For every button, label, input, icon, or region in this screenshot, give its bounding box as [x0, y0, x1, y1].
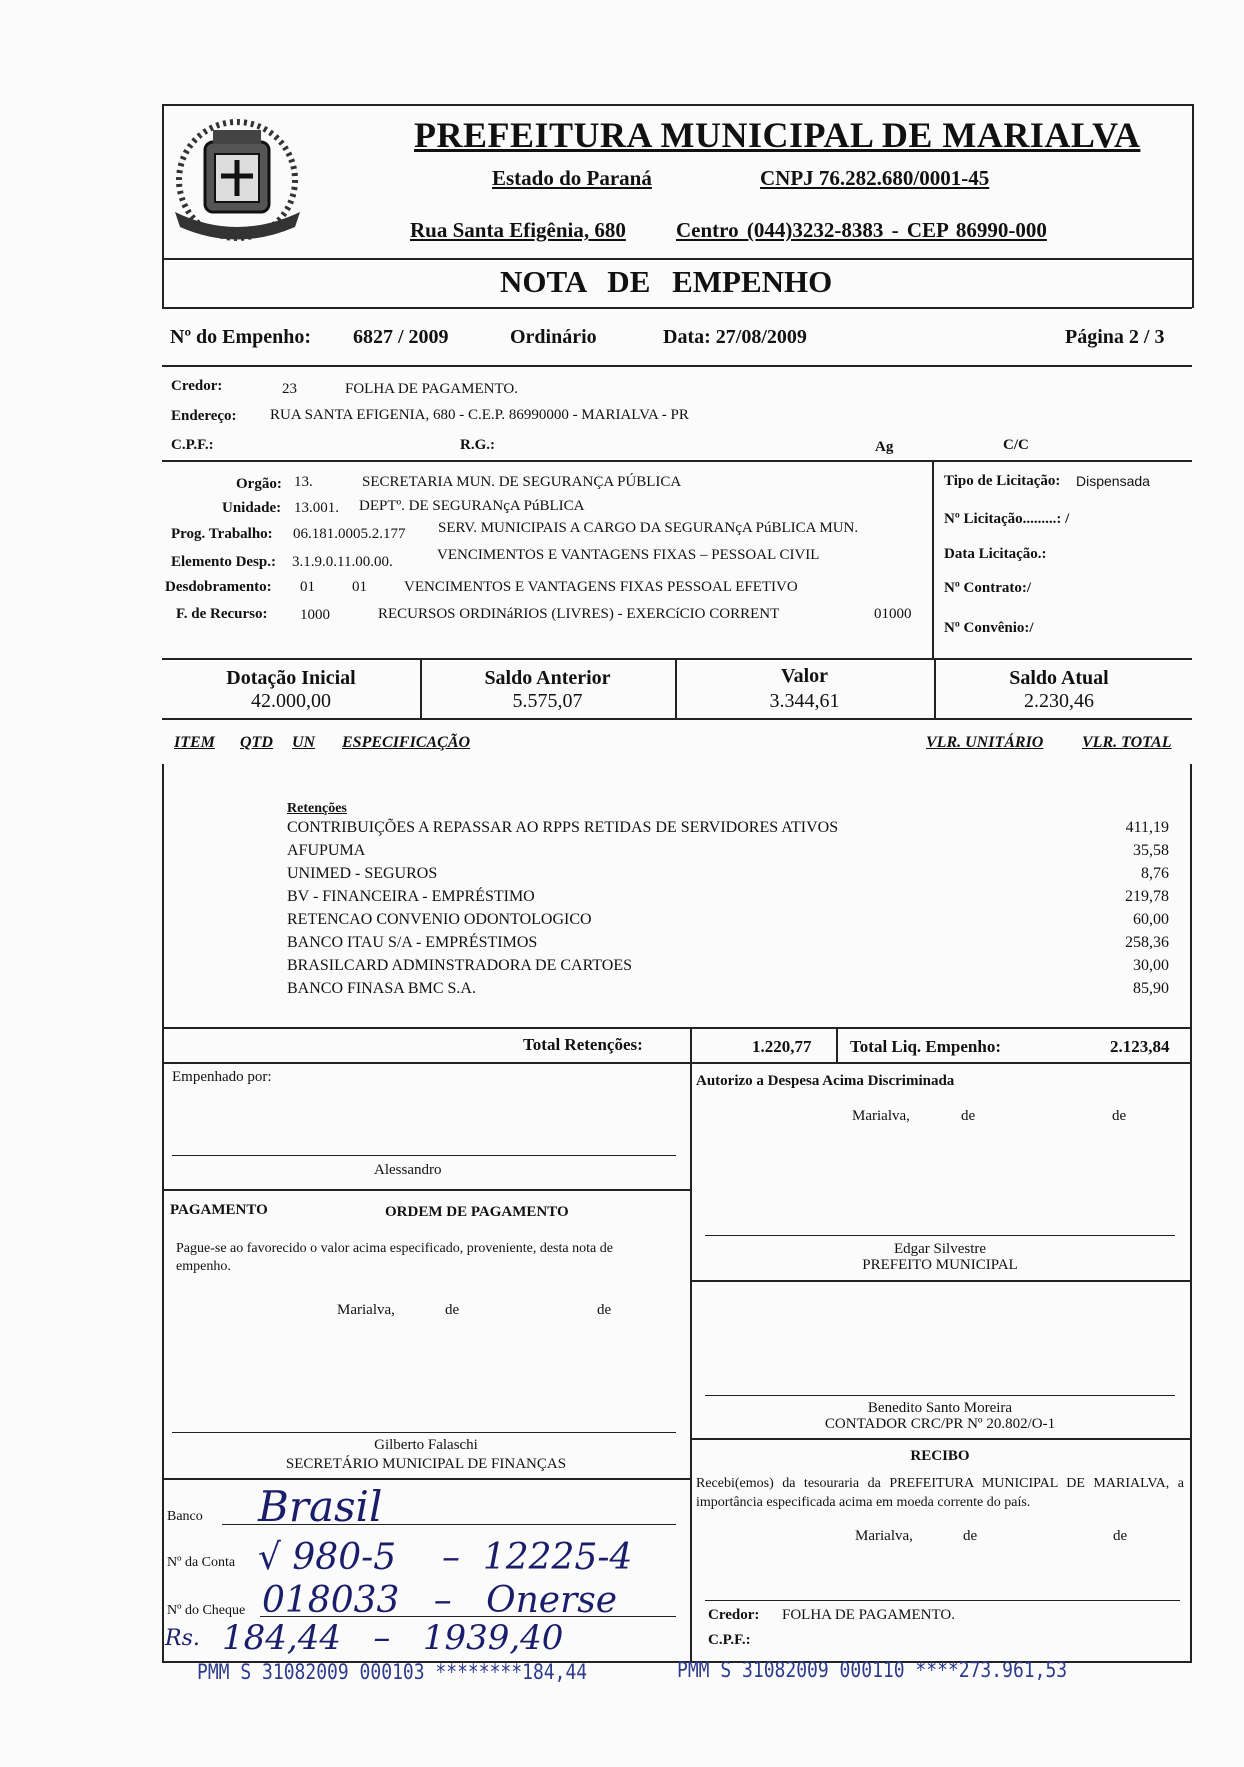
- recibo-city: Marialva,: [855, 1528, 913, 1544]
- elemento-name: VENCIMENTOS E VANTAGENS FIXAS – PESSOAL CIVIL: [437, 547, 820, 563]
- prefeito-name: Edgar Silvestre: [893, 1241, 987, 1257]
- recurso-label: F. de Recurso:: [176, 606, 268, 622]
- secretario-title: SECRETÁRIO MUNICIPAL DE FINANÇAS: [285, 1456, 567, 1472]
- recibo-de-2: de: [1113, 1528, 1128, 1544]
- ag-label: Ag: [875, 439, 894, 455]
- handwritten-prefix: Rs.: [165, 1626, 200, 1651]
- autorizo-city: Marialva,: [852, 1108, 910, 1124]
- handwritten-banco: Brasil: [258, 1482, 383, 1531]
- retencao-value: 258,36: [1125, 934, 1169, 951]
- endereco-label: Endereço:: [171, 408, 237, 424]
- empenhado-label: Empenhado por:: [172, 1069, 272, 1085]
- dotacao-label: Dotação Inicial: [226, 667, 356, 689]
- recurso-code-2: 01000: [874, 606, 912, 622]
- credor-name: FOLHA DE PAGAMENTO.: [345, 381, 518, 397]
- col-vlr-unitario: VLR. UNITÁRIO: [926, 734, 1044, 751]
- autorizo-de-1: de: [961, 1108, 976, 1124]
- data-licitacao: Data Licitação.:: [944, 546, 1047, 562]
- handwritten-cheque: 018033 – Onerse: [262, 1580, 618, 1621]
- retencao-value: 35,58: [1133, 842, 1169, 859]
- numero-licitacao: Nº Licitação.........: /: [944, 511, 1070, 527]
- retencoes-title: Retenções: [287, 801, 347, 816]
- prog-code: 06.181.0005.2.177: [293, 526, 406, 542]
- empenho-number: 6827 / 2009: [353, 326, 449, 348]
- retencao-label: BRASILCARD ADMINSTRADORA DE CARTOES: [287, 957, 633, 974]
- retencao-value: 60,00: [1133, 911, 1169, 928]
- retencao-label: BANCO FINASA BMC S.A.: [287, 980, 476, 997]
- col-vlr-total: VLR. TOTAL: [1082, 734, 1172, 751]
- rg-label: R.G.:: [460, 437, 495, 453]
- unidade-code: 13.001.: [294, 500, 339, 516]
- endereco-value: RUA SANTA EFIGENIA, 680 - C.E.P. 86990000 - MARIALVA - PR: [270, 407, 689, 423]
- retencao-label: AFUPUMA: [287, 842, 366, 859]
- desdobramento-code-2: 01: [352, 579, 367, 595]
- tipo-licitacao-value: Dispensada: [1076, 473, 1150, 489]
- handwritten-cheque-values: 184,44 – 1939,40: [222, 1618, 564, 1658]
- retencao-label: RETENCAO CONVENIO ODONTOLOGICO: [287, 911, 592, 928]
- page-number: Página 2 / 3: [1065, 326, 1165, 348]
- col-especificacao: ESPECIFICAÇÃO: [342, 734, 471, 751]
- empenho-number-label: Nº do Empenho:: [170, 326, 312, 348]
- retencao-label: UNIMED - SEGUROS: [287, 865, 438, 882]
- banco-label: Banco: [167, 1509, 203, 1524]
- cnpj: CNPJ 76.282.680/0001-45: [760, 166, 990, 190]
- ordem-pagamento-label: ORDEM DE PAGAMENTO: [385, 1204, 569, 1220]
- desdobramento-name: VENCIMENTOS E VANTAGENS FIXAS PESSOAL EFETIVO: [404, 579, 798, 595]
- pagamento-de-2: de: [597, 1302, 612, 1318]
- valor-value: 3.344,61: [769, 690, 840, 712]
- saldo-atual-value: 2.230,46: [1024, 690, 1094, 712]
- retencao-value: 85,90: [1133, 980, 1169, 997]
- retencao-value: 30,00: [1133, 957, 1169, 974]
- prog-name: SERV. MUNICIPAIS A CARGO DA SEGURANçA PúBLICA MUN.: [438, 520, 859, 536]
- cpf-label: C.P.F.:: [171, 437, 214, 453]
- contador-name: Benedito Santo Moreira: [867, 1400, 1013, 1416]
- total-retencoes-label: Total Retenções:: [523, 1035, 643, 1054]
- retencao-label: BANCO ITAU S/A - EMPRÉSTIMOS: [287, 934, 538, 951]
- retencao-label: BV - FINANCEIRA - EMPRÉSTIMO: [287, 888, 535, 905]
- orgao-code: 13.: [294, 474, 313, 490]
- unidade-label: Unidade:: [222, 500, 282, 516]
- numero-convenio: Nº Convênio:/: [944, 620, 1034, 636]
- orgao-label: Orgão:: [236, 476, 282, 492]
- elemento-label: Elemento Desp.:: [171, 554, 276, 570]
- numero-contrato: Nº Contrato:/: [944, 580, 1032, 596]
- document-title: NOTA DE EMPENHO: [500, 264, 833, 299]
- secretario-name: Gilberto Falaschi: [374, 1437, 478, 1453]
- credor-label: Credor:: [171, 378, 223, 394]
- recurso-name: RECURSOS ORDINáRIOS (LIVRES) - EXERCíCIO CORRENT: [378, 606, 780, 622]
- tipo-licitacao-label: Tipo de Licitação:: [944, 473, 1061, 489]
- recibo-credor-label: Credor:: [708, 1607, 760, 1623]
- total-liquido-value: 2.123,84: [1110, 1037, 1170, 1056]
- recibo-title: RECIBO: [910, 1448, 970, 1464]
- recibo-de-1: de: [963, 1528, 978, 1544]
- credor-code: 23: [282, 381, 297, 397]
- autorizo-de-2: de: [1112, 1108, 1127, 1124]
- elemento-code: 3.1.9.0.11.00.00.: [292, 554, 393, 570]
- recibo-credor-name: FOLHA DE PAGAMENTO.: [782, 1607, 955, 1623]
- retencao-value: 219,78: [1125, 888, 1169, 905]
- saldo-anterior-label: Saldo Anterior: [484, 667, 611, 689]
- col-qtd: QTD: [240, 734, 273, 751]
- unidade-name: DEPTº. DE SEGURANçA PúBLICA: [359, 498, 585, 514]
- coat-of-arms-logo: [165, 112, 310, 252]
- stamp-left: PMM S 31082009 000103 ********184,44: [197, 1659, 588, 1686]
- pagamento-label: PAGAMENTO: [170, 1202, 268, 1218]
- contador-title: CONTADOR CRC/PR Nº 20.802/O-1: [824, 1416, 1056, 1432]
- page-title: PREFEITURA MUNICIPAL DE MARIALVA: [414, 115, 1141, 155]
- conta-label: Nº da Conta: [167, 1555, 236, 1570]
- pagamento-text: Pague-se ao favorecido o valor acima especificado, proveniente, desta nota de empenho.: [176, 1241, 613, 1274]
- saldo-anterior-value: 5.575,07: [512, 690, 583, 712]
- empenho-type: Ordinário: [510, 326, 597, 348]
- recurso-code: 1000: [300, 607, 330, 623]
- dotacao-value: 42.000,00: [251, 690, 331, 712]
- prefeito-title: PREFEITO MUNICIPAL: [862, 1257, 1018, 1273]
- street-address: Rua Santa Efigênia, 680: [410, 218, 626, 242]
- retencao-value: 8,76: [1141, 865, 1169, 882]
- total-retencoes-value: 1.220,77: [752, 1037, 812, 1056]
- col-un: UN: [292, 734, 316, 751]
- empenho-date: Data: 27/08/2009: [663, 326, 807, 348]
- stamp-right: PMM S 31082009 000110 ****273.961,53: [677, 1657, 1068, 1684]
- saldo-atual-label: Saldo Atual: [1009, 667, 1109, 689]
- total-liquido-label: Total Liq. Empenho:: [850, 1037, 1001, 1056]
- recibo-cpf-label: C.P.F.:: [708, 1632, 751, 1648]
- valor-label: Valor: [780, 665, 829, 687]
- empenhado-name: Alessandro: [374, 1162, 442, 1178]
- pagamento-city: Marialva,: [337, 1302, 395, 1318]
- state-name: Estado do Paraná: [492, 166, 652, 190]
- pagamento-de-1: de: [445, 1302, 460, 1318]
- orgao-name: SECRETARIA MUN. DE SEGURANÇA PÚBLICA: [362, 474, 682, 490]
- retencao-value: 411,19: [1125, 819, 1169, 836]
- col-item: ITEM: [174, 734, 215, 751]
- desdobramento-code-1: 01: [300, 579, 315, 595]
- retencao-label: CONTRIBUIÇÕES A REPASSAR AO RPPS RETIDAS DE SERVIDORES ATIVOS: [287, 819, 839, 836]
- recibo-text: Recebi(emos) da tesouraria da PREFEITURA MUNICIPAL DE MARIALVA, a importância especificada acima em moeda corrente do país.: [696, 1476, 1184, 1510]
- cheque-label: Nº do Cheque: [167, 1603, 246, 1618]
- cc-label: C/C: [1003, 437, 1029, 453]
- prog-label: Prog. Trabalho:: [171, 526, 273, 542]
- handwritten-conta: √ 980-5 – 12225-4: [258, 1537, 633, 1578]
- district-phone-cep: Centro (044)3232-8383 - CEP 86990-000: [676, 218, 1047, 242]
- autorizo-text: Autorizo a Despesa Acima Discriminada: [696, 1073, 955, 1089]
- desdobramento-label: Desdobramento:: [165, 579, 272, 595]
